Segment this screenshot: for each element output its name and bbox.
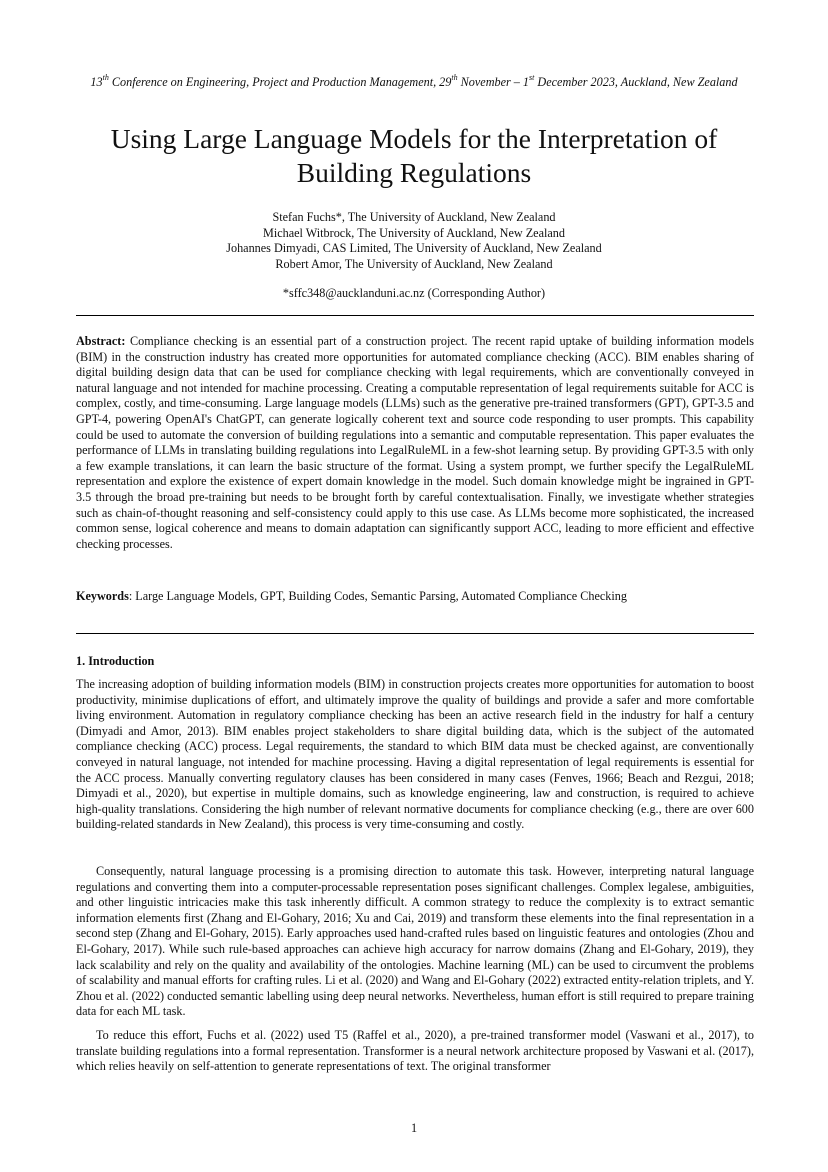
abstract-label: Abstract: [76, 334, 126, 348]
author-list [60, 210, 768, 272]
paper-title [60, 122, 768, 190]
body-paragraph: Consequently, natural language processing is a promising direction to automate this task. However, interpreting natural language regulations and converting them into a computer-processable representation poses significant challenges. Complex legalese, ambiguities, and other linguistic intricacies make this task inherently difficult. A common strategy to reduce the complexity is to extract semantic information elements first (Zhang and El-Gohary, 2016; Xu and Cai, 2019) and transform these elements into the final representation in a second step (Zhang and El-Gohary, 2015). Early approaches used hand-crafted rules based on linguistic features and ontologies (Zhou and El-Gohary, 2017). While such rule-based approaches can achieve high accuracy for narrow domains (Zhang and El-Gohary, 2019), they lack scalability and rely on the quality and availability of the ontologies. Machine learning (ML) can be used to circumvent the problems of scalability and manual efforts for crafting rules. Li et al. (2020) and Wang and El-Gohary (2022) extracted entity-relation triplets, and Y. Zhou et al. (2022) conducted semantic labelling using deep neural networks. Nevertheless, human effort is still required to prepare training data for each ML task. [76, 864, 754, 1019]
abstract-text: Compliance checking is an essential part of a construction project. The recent rapid uptake of building information models (BIM) in the construction industry has created more opportunities for automated compliance checking (ACC). BIM enables sharing of digital building design data that can be used for compliance checking with legal requirements, which are conventionally conveyed in natural language and not intended for machine processing. Creating a computable representation of legal requirements suitable for ACC is complex, costly, and time-consuming. Large language models (LLMs) such as the generative pre-trained transformers (GPT), GPT-3.5 and GPT-4, powering OpenAI's ChatGPT, can generate logically coherent text and source code responding to user prompts. This capability could be used to automate the conversion of building regulations into a semantic and computable representation. This paper evaluates the performance of LLMs in translating building regulations into LegalRuleML in a few-shot learning setup. By providing GPT-3.5 with only a few example translations, it can learn the basic structure of the format. Using a system prompt, we further specify the LegalRuleML representation and explore the existence of expert domain knowledge in the model. Such domain knowledge might be ingrained in GPT-3.5 through the broad pre-training but needs to be brought forth by careful contextualisation. Finally, we investigate whether strategies such as chain-of-thought reasoning and self-consistency could apply to this use case. As LLMs become more sophisticated, the increased common sense, logical coherence and means to domain adaptation can significantly support ACC, leading to more efficient and effective checking processes. [76, 334, 754, 551]
keywords [76, 589, 754, 605]
author-line: Michael Witbrock, The University of Auckland, New Zealand [263, 225, 565, 240]
page-number: 1 [410, 1121, 418, 1135]
corresponding-email: *sffc348@aucklanduni.ac.nz (Corresponding Author) [282, 286, 546, 300]
divider [76, 633, 754, 634]
author-line: Stefan Fuchs*, The University of Auckland, New Zealand [272, 210, 556, 224]
title-line-2: Building Regulations [296, 157, 532, 188]
conference-header: 13th Conference on Engineering, Project and Production Management, 29th November – 1st December 2023, Auckland, New Zealand [90, 72, 738, 89]
title-line-1: Using Large Language Models for the Interpretation of [110, 123, 718, 154]
body-paragraph: The increasing adoption of building information models (BIM) in construction projects creates more opportunities for automation to boost productivity, minimise duplications of effort, and ultimately improve the quality of buildings and provide a safer and more comfortable living environment. Automation in regulatory compliance checking has been an active research field in the industry for half a century (Dimyadi and Amor, 2013). BIM enables project stakeholders to share digital building data, which is the subject of the automated compliance checking (ACC) process. Legal requirements, the standard to which BIM data must be checked against, are conventionally conveyed in natural language, not intended for machine processing. Having a digital representation of legal requirements is essential for the ACC process. Manually converting regulatory clauses has been considered in many cases (Fenves, 1966; Beach and Rezgui, 2018; Dimyadi et al., 2020), but expertise in multiple domains, such as knowledge engineering, law and construction, is required to achieve high-quality translations. Considering the high number of relevant normative documents for compliance checking (e.g., there are over 600 building-related standards in New Zealand), this process is very time-consuming and costly. [76, 677, 754, 832]
keywords-label: Keywords [76, 589, 129, 603]
author-line: Robert Amor, The University of Auckland, New Zealand [275, 256, 553, 271]
keywords-text: : Large Language Models, GPT, Building Codes, Semantic Parsing, Automated Compliance Checking [128, 589, 627, 603]
body-paragraph: To reduce this effort, Fuchs et al. (2022) used T5 (Raffel et al., 2020), a pre-trained transformer model (Vaswani et al., 2017), to translate building regulations into a formal representation. Transformer is a neural network architecture proposed by Vaswani et al. (2017), which relies heavily on self-attention to generate representations of text. The original transformer [76, 1028, 754, 1074]
divider [76, 315, 754, 316]
section-heading: 1. Introduction [76, 654, 155, 668]
author-line: Johannes Dimyadi, CAS Limited, The University of Auckland, New Zealand [226, 241, 602, 256]
abstract [76, 334, 754, 552]
